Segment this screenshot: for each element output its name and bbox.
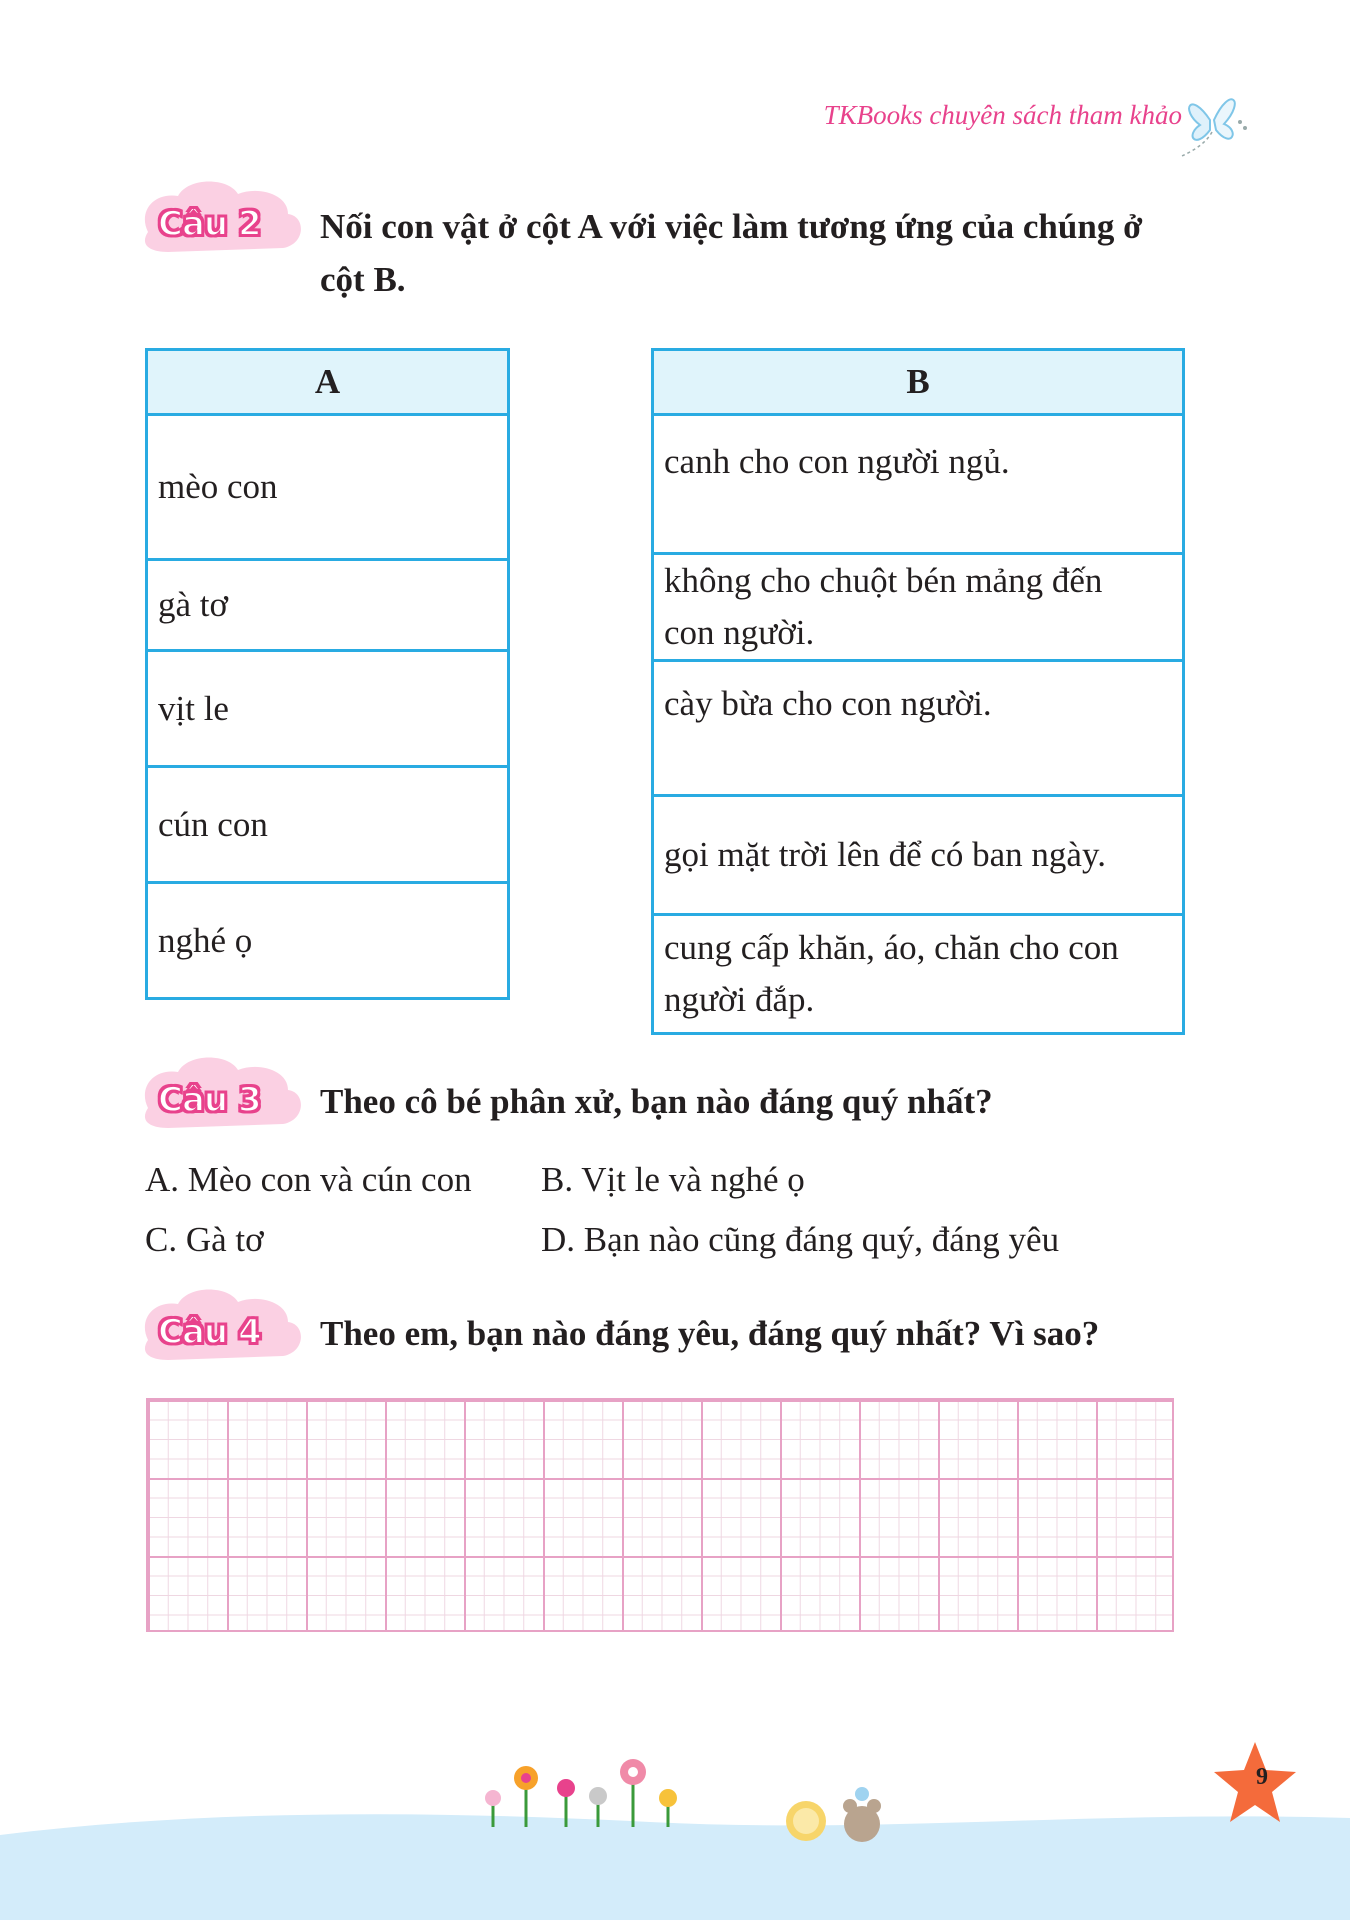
column-b-item[interactable]: [653, 796, 1184, 915]
column-a-item[interactable]: cún con: [147, 767, 509, 883]
q2-title-line1: Nối con vật ở cột A với việc làm tương ứng của chúng ở: [320, 207, 1143, 246]
q3-option-b[interactable]: B. Vịt le và nghé ọ: [541, 1160, 805, 1199]
column-a-item[interactable]: gà tơ: [147, 560, 509, 651]
writing-grid[interactable]: [146, 1398, 1174, 1632]
column-b-item[interactable]: [653, 915, 1184, 1034]
q2-badge: [138, 172, 308, 262]
animals-illustration: [782, 1786, 892, 1846]
column-b-header: B: [653, 350, 1184, 415]
q3-title: Theo cô bé phân xử, bạn nào đáng quý nhất?: [320, 1082, 993, 1121]
q4-badge: [138, 1280, 308, 1370]
q2-badge-label: Câu 2: [158, 204, 261, 244]
column-b-item-line: canh cho con người ngủ.: [664, 442, 1010, 481]
q3-option-c[interactable]: C. Gà tơ: [145, 1220, 264, 1259]
q4-title: Theo em, bạn nào đáng yêu, đáng quý nhất? Vì sao?: [320, 1314, 1100, 1353]
column-b-item-line: gọi mặt trời lên để có ban ngày.: [664, 835, 1106, 874]
page-number: 9: [1256, 1764, 1268, 1790]
q2-title-line2: cột B.: [320, 260, 406, 299]
column-a-item[interactable]: vịt le: [147, 651, 509, 767]
column-b-item-line: cung cấp khăn, áo, chăn cho con: [664, 928, 1119, 967]
q4-badge-label: Câu 4: [158, 1312, 261, 1352]
column-b-item[interactable]: [653, 415, 1184, 554]
column-b-item-line: cày bừa cho con người.: [664, 684, 992, 723]
column-a-header: A: [147, 350, 509, 415]
butterfly-icon: [1180, 80, 1250, 160]
header-text: TKBooks chuyên sách tham khảo: [823, 100, 1182, 130]
q3-badge: [138, 1048, 308, 1138]
column-b-item-line: người đắp.: [664, 980, 815, 1019]
column-b-item-line: con người.: [664, 613, 815, 652]
page-star-icon: [1212, 1740, 1298, 1826]
column-b-item-line: không cho chuột bén mảng đến: [664, 561, 1103, 600]
column-b-item[interactable]: [653, 661, 1184, 796]
column-a-table: [145, 348, 510, 1000]
column-b-item[interactable]: [653, 554, 1184, 661]
column-b-table: [651, 348, 1185, 1035]
column-a-item[interactable]: mèo con: [147, 415, 509, 560]
flowers-illustration: [478, 1752, 688, 1832]
q3-option-d[interactable]: D. Bạn nào cũng đáng quý, đáng yêu: [541, 1220, 1060, 1259]
column-a-item[interactable]: nghé ọ: [147, 883, 509, 999]
q3-option-a[interactable]: A. Mèo con và cún con: [145, 1160, 472, 1199]
q3-badge-label: Câu 3: [158, 1080, 261, 1120]
